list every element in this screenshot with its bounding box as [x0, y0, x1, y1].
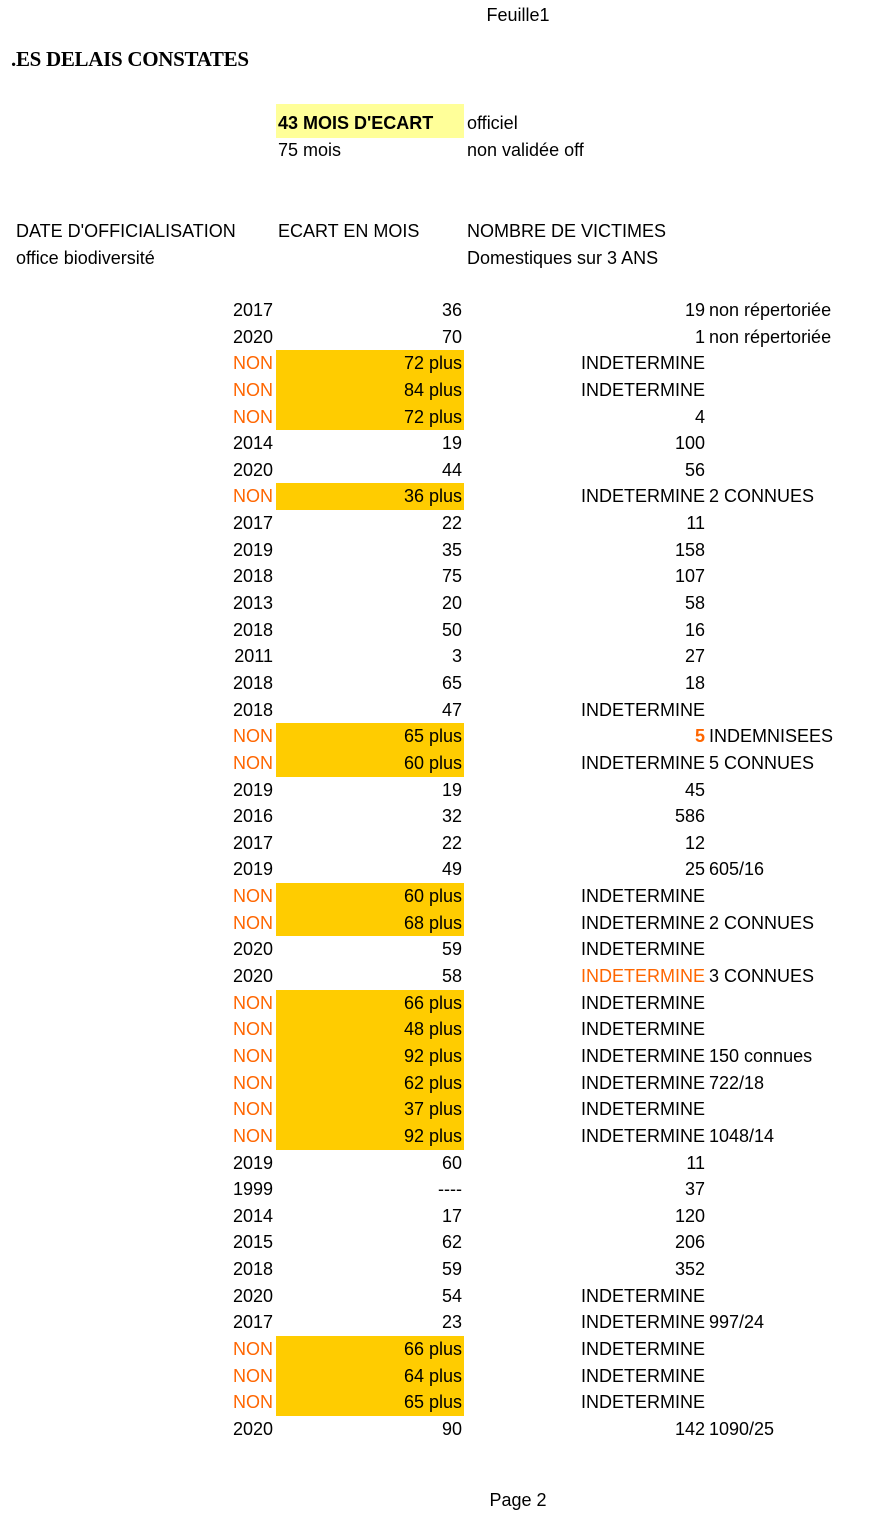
table-row: [0, 1283, 896, 1310]
cell-ecart: 72 plus: [276, 350, 464, 377]
cell-victims: INDETERMINE: [580, 752, 705, 773]
cell-ecart: 65 plus: [276, 1389, 464, 1416]
table-row: [0, 1150, 896, 1177]
cell-date: 2015: [232, 1232, 273, 1253]
cell-ecart: 65: [441, 672, 462, 693]
cell-victims: 120: [674, 1205, 705, 1226]
cell-victims: 206: [674, 1232, 705, 1253]
page-number: Page 2: [489, 1490, 547, 1510]
table-row: [0, 617, 896, 644]
cell-date: 2020: [232, 939, 273, 960]
cell-victims: INDETERMINE: [580, 1099, 705, 1120]
cell-ecart: 70: [441, 326, 462, 347]
cell-date: 2018: [232, 672, 273, 693]
cell-date: 2017: [232, 1312, 273, 1333]
cell-ecart: 58: [441, 966, 462, 987]
cell-note: 150 connues: [709, 1045, 813, 1066]
table-row: [0, 1336, 896, 1363]
table-row: [0, 1176, 896, 1203]
cell-ecart: 20: [441, 593, 462, 614]
cell-ecart: 72 plus: [276, 404, 464, 431]
summary-official-gap: 43 MOIS D'ECART: [278, 113, 434, 133]
cell-victims: INDETERMINE: [580, 1125, 705, 1146]
table-row: [0, 297, 896, 324]
cell-victims: INDETERMINE: [580, 992, 705, 1013]
summary-unvalidated-gap: 75 mois: [278, 140, 342, 160]
cell-victims: 27: [684, 646, 705, 667]
cell-date: 2020: [232, 966, 273, 987]
table-row: [0, 883, 896, 910]
cell-ecart: 35: [441, 539, 462, 560]
cell-note: non répertoriée: [709, 326, 832, 347]
cell-date: 2019: [232, 859, 273, 880]
cell-date: 2017: [232, 832, 273, 853]
cell-victims: 16: [684, 619, 705, 640]
cell-note: 2 CONNUES: [709, 486, 815, 507]
cell-ecart: 90: [441, 1418, 462, 1439]
cell-ecart: 60 plus: [276, 750, 464, 777]
cell-date: NON: [233, 726, 273, 747]
cell-date: 2014: [232, 433, 273, 454]
cell-note: 3 CONNUES: [709, 966, 815, 987]
cell-date: NON: [233, 353, 273, 374]
cell-ecart: 66 plus: [276, 1336, 464, 1363]
cell-ecart: 22: [441, 513, 462, 534]
cell-date: 2020: [232, 1285, 273, 1306]
cell-victims: INDETERMINE: [580, 1045, 705, 1066]
cell-note: 605/16: [709, 859, 765, 880]
cell-date: NON: [233, 1125, 273, 1146]
cell-victims: 142: [674, 1418, 705, 1439]
table-row: [0, 910, 896, 937]
cell-victims: INDETERMINE: [580, 699, 705, 720]
cell-ecart: 92 plus: [276, 1043, 464, 1070]
table-row: [0, 1256, 896, 1283]
cell-date: 2018: [232, 619, 273, 640]
cell-date: 2018: [232, 566, 273, 587]
cell-victims: 352: [674, 1259, 705, 1280]
cell-note: 2 CONNUES: [709, 912, 815, 933]
cell-victims: INDETERMINE: [580, 1338, 705, 1359]
cell-note: 5 CONNUES: [709, 752, 815, 773]
cell-victims: 100: [674, 433, 705, 454]
cell-victims: 58: [684, 593, 705, 614]
cell-ecart: 62: [441, 1232, 462, 1253]
header-date-sub: office biodiversité: [16, 248, 155, 268]
cell-note: INDEMNISEES: [709, 726, 834, 747]
cell-date: 2019: [232, 539, 273, 560]
table-row: [0, 1016, 896, 1043]
cell-victims: 11: [686, 1152, 705, 1173]
cell-victims: 19: [684, 300, 705, 320]
cell-victims: 37: [684, 1179, 705, 1200]
cell-note: 722/18: [709, 1072, 765, 1093]
cell-ecart: 37 plus: [276, 1096, 464, 1123]
cell-date: NON: [233, 912, 273, 933]
cell-victims: 107: [674, 566, 705, 587]
cell-ecart: 22: [441, 832, 462, 853]
table-row: [0, 643, 896, 670]
table-row: [0, 483, 896, 510]
cell-victims: INDETERMINE: [580, 1312, 705, 1333]
cell-date: 2016: [232, 806, 273, 827]
cell-victims: INDETERMINE: [580, 1392, 705, 1413]
table-row: [0, 936, 896, 963]
cell-victims: INDETERMINE: [580, 1019, 705, 1040]
cell-date: 2020: [232, 326, 273, 347]
cell-date: 2020: [232, 459, 273, 480]
cell-victims: INDETERMINE: [580, 912, 705, 933]
table-row: [0, 563, 896, 590]
summary-official-gap-cell: [276, 104, 464, 138]
cell-date: NON: [233, 406, 273, 427]
cell-date: 2019: [232, 1152, 273, 1173]
cell-ecart: 19: [441, 433, 462, 454]
header-victims-sub: Domestiques sur 3 ANS: [467, 248, 659, 268]
cell-ecart: 75: [441, 566, 462, 587]
cell-victims: 158: [674, 539, 705, 560]
table-row: [0, 777, 896, 804]
cell-date: 2017: [232, 513, 273, 534]
cell-date: NON: [233, 992, 273, 1013]
cell-ecart: 17: [441, 1205, 462, 1226]
cell-date: 2018: [232, 1259, 273, 1280]
table-row: [0, 537, 896, 564]
cell-victims: INDETERMINE: [580, 353, 705, 374]
table-row: [0, 990, 896, 1017]
table-row: [0, 803, 896, 830]
table-row: [0, 1203, 896, 1230]
cell-date: 1999: [232, 1179, 273, 1200]
table-row: [0, 404, 896, 431]
table-row: [0, 457, 896, 484]
cell-note: 997/24: [709, 1312, 765, 1333]
table-row: [0, 1389, 896, 1416]
cell-ecart: 32: [441, 806, 462, 827]
cell-ecart: 64 plus: [276, 1363, 464, 1390]
cell-ecart: 60: [441, 1152, 462, 1173]
cell-victims: 586: [674, 806, 705, 827]
cell-date: 2017: [232, 300, 273, 320]
header-date: DATE D'OFFICIALISATION: [16, 221, 236, 241]
cell-date: 2020: [232, 1418, 273, 1439]
cell-date: NON: [233, 379, 273, 400]
cell-ecart: 44: [441, 459, 462, 480]
cell-victims: INDETERMINE: [580, 939, 705, 960]
cell-note: 1048/14: [709, 1125, 775, 1146]
cell-ecart: 84 plus: [276, 377, 464, 404]
cell-victims: INDETERMINE: [580, 1285, 705, 1306]
table-row: [0, 1070, 896, 1097]
cell-date: NON: [233, 1045, 273, 1066]
summary-unvalidated-note: non validée off: [467, 140, 584, 160]
table-row: [0, 856, 896, 883]
cell-victims: 5: [694, 726, 705, 747]
cell-ecart: 3: [451, 646, 462, 667]
table-row: [0, 377, 896, 404]
cell-ecart: 36: [441, 300, 462, 320]
cell-ecart: 65 plus: [276, 723, 464, 750]
cell-ecart: 19: [441, 779, 462, 800]
cell-date: NON: [233, 1072, 273, 1093]
sheet-name: Feuille1: [486, 5, 550, 25]
cell-ecart: 36 plus: [276, 483, 464, 510]
cell-date: 2014: [232, 1205, 273, 1226]
table-row: [0, 670, 896, 697]
cell-date: NON: [233, 1099, 273, 1120]
table-row: [0, 1123, 896, 1150]
cell-victims: 56: [684, 459, 705, 480]
cell-note: non répertoriée: [709, 300, 832, 320]
cell-ecart: 49: [441, 859, 462, 880]
cell-date: NON: [233, 1338, 273, 1359]
data-table: [0, 297, 896, 1443]
cell-ecart: 59: [441, 1259, 462, 1280]
cell-victims: INDETERMINE: [580, 486, 705, 507]
cell-victims: 1: [694, 326, 705, 347]
cell-ecart: 62 plus: [276, 1070, 464, 1097]
cell-date: NON: [233, 886, 273, 907]
table-row: [0, 750, 896, 777]
cell-victims: INDETERMINE: [580, 966, 705, 987]
header-victims: NOMBRE DE VICTIMES: [467, 221, 667, 241]
cell-note: 1090/25: [709, 1418, 775, 1439]
table-row: [0, 1096, 896, 1123]
cell-date: NON: [233, 1365, 273, 1386]
cell-ecart: 23: [441, 1312, 462, 1333]
cell-victims: INDETERMINE: [580, 379, 705, 400]
table-row: [0, 510, 896, 537]
cell-date: 2018: [232, 699, 273, 720]
page-title: .ES DELAIS CONSTATES: [11, 47, 249, 71]
cell-date: NON: [233, 1392, 273, 1413]
cell-ecart: ----: [438, 1179, 462, 1200]
table-row: [0, 723, 896, 750]
cell-victims: 25: [684, 859, 705, 880]
cell-ecart: 92 plus: [276, 1123, 464, 1150]
table-row: [0, 324, 896, 351]
cell-ecart: 50: [441, 619, 462, 640]
cell-date: NON: [233, 1019, 273, 1040]
cell-victims: INDETERMINE: [580, 886, 705, 907]
cell-date: 2011: [234, 646, 273, 667]
table-row: [0, 430, 896, 457]
cell-victims: INDETERMINE: [580, 1365, 705, 1386]
table-row: [0, 350, 896, 377]
cell-date: NON: [233, 486, 273, 507]
cell-ecart: 59: [441, 939, 462, 960]
cell-ecart: 54: [441, 1285, 462, 1306]
table-row: [0, 1043, 896, 1070]
table-row: [0, 830, 896, 857]
cell-ecart: 47: [441, 699, 462, 720]
table-row: [0, 1229, 896, 1256]
cell-victims: 11: [686, 513, 705, 534]
table-row: [0, 1363, 896, 1390]
table-row: [0, 590, 896, 617]
header-ecart: ECART EN MOIS: [278, 221, 420, 241]
cell-date: 2019: [232, 779, 273, 800]
cell-ecart: 48 plus: [276, 1016, 464, 1043]
cell-victims: 4: [694, 406, 705, 427]
table-row: [0, 963, 896, 990]
table-row: [0, 1309, 896, 1336]
cell-victims: 12: [684, 832, 705, 853]
cell-date: NON: [233, 752, 273, 773]
cell-victims: 18: [684, 672, 705, 693]
cell-ecart: 66 plus: [276, 990, 464, 1017]
table-row: [0, 1416, 896, 1443]
cell-victims: 45: [684, 779, 705, 800]
summary-official-note: officiel: [467, 113, 518, 133]
cell-date: 2013: [232, 593, 273, 614]
cell-ecart: 68 plus: [276, 910, 464, 937]
cell-victims: INDETERMINE: [580, 1072, 705, 1093]
cell-ecart: 60 plus: [276, 883, 464, 910]
table-row: [0, 697, 896, 724]
